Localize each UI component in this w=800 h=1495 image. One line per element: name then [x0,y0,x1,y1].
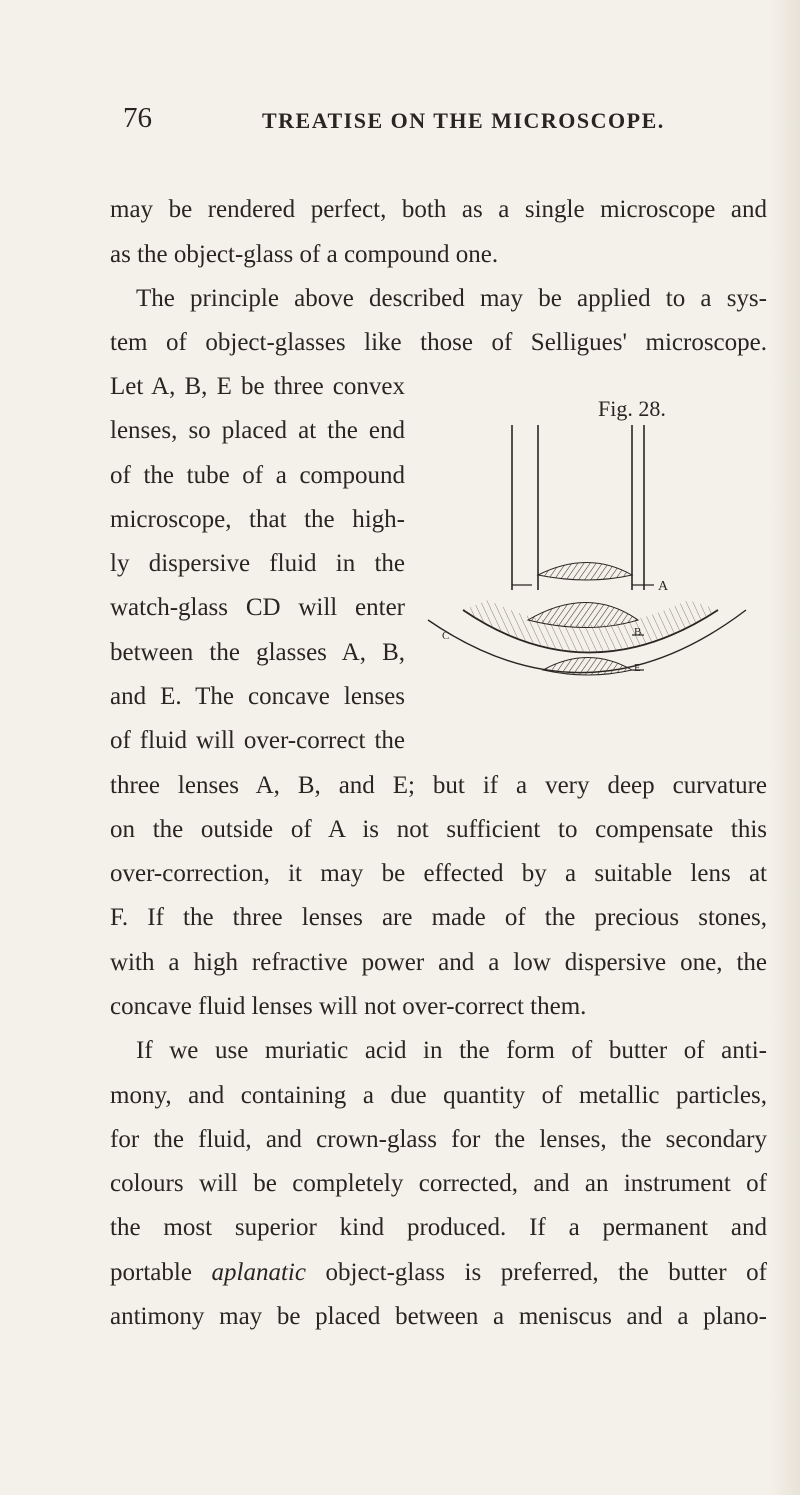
text-line: the most superior kind produced. If a permanent and [110,1214,767,1241]
text-line: tem of object-glasses like those of Selligues' microscope. [110,329,767,356]
text-line: antimony may be placed between a meniscus and a plano- [110,1303,767,1330]
label-c: C [442,630,450,642]
text-line: Let A, B, E be three convex [110,373,405,400]
text-line: may be rendered perfect, both as a single microscope and [110,196,767,223]
page-number: 76 [123,102,152,134]
text-line: mony, and containing a due quantity of metallic particles, [110,1082,767,1109]
text-segment: object-glass is preferred, the butter of [305,1259,767,1286]
text-line: as the object-glass of a compound one. [110,241,499,268]
text-line: of the tube of a compound [110,462,405,489]
text-line: over-correction, it may be effected by a suitable lens at [110,860,767,887]
figure-caption: Fig. 28. [598,396,666,421]
lens-b [528,603,638,628]
text-line: for the fluid, and crown-glass for the lenses, the secondary [110,1126,767,1153]
text-line: three lenses A, B, and E; but if a very deep curvature [110,772,767,799]
text-line: colours will be completely corrected, and an instrument of [110,1170,767,1197]
figure-28-illustration [418,425,768,705]
text-line: between the glasses A, B, [110,639,405,666]
page-edge-shadow [770,0,800,1495]
text-line [110,1258,767,1288]
text-line: F. If the three lenses are made of the precious stones, [110,904,767,931]
italic-term: aplanatic [211,1259,306,1286]
text-line: If we use muriatic acid in the form of butter of anti- [136,1037,767,1064]
lens-a [538,563,632,581]
text-line: lenses, so placed at the end [110,417,405,444]
text-line: on the outside of A is not sufficient to compensate this [110,816,767,843]
label-a: A [658,579,669,594]
label-b: B [634,626,642,638]
page-header [0,102,800,152]
text-line: concave fluid lenses will not over-correct them. [110,993,587,1020]
text-line: The principle above described may be applied to a sys- [136,285,767,312]
text-segment: portable [110,1259,212,1286]
text-line: microscope, that the high- [110,506,405,533]
lens-e [543,658,632,676]
microscope-objective-diagram [418,425,768,705]
text-line: watch-glass CD will enter [110,594,405,621]
label-e: E [634,662,641,674]
text-line: ly dispersive fluid in the [110,550,405,577]
text-line: with a high refractive power and a low dispersive one, the [110,949,767,976]
text-line: and E. The concave lenses [110,683,405,710]
running-title: TREATISE ON THE MICROSCOPE. [262,108,665,133]
text-line: of fluid will over-correct the [110,727,405,754]
